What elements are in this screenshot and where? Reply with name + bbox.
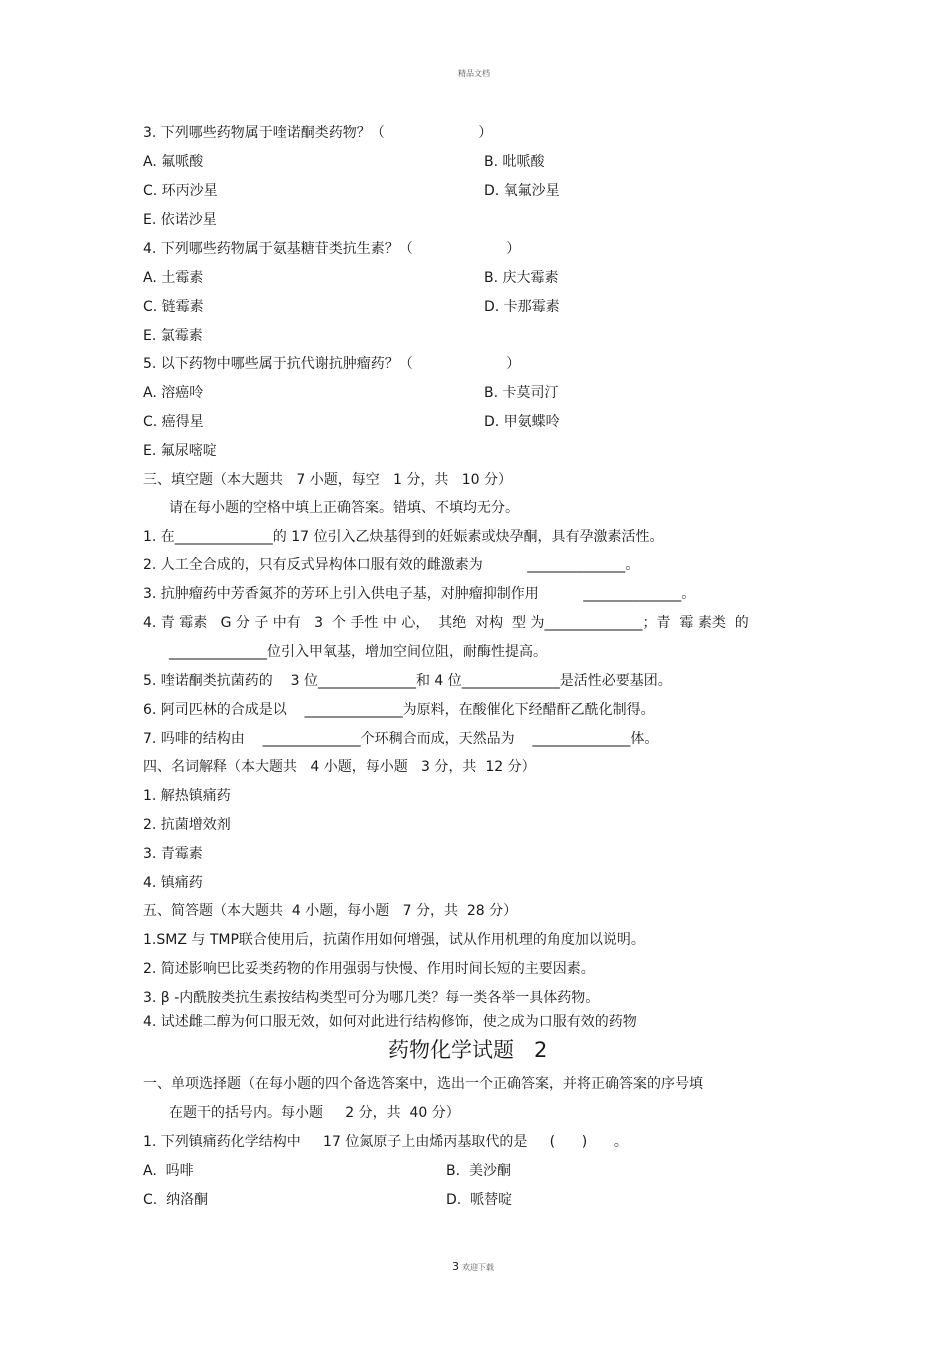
- question-3-option-b: B. 吡哌酸: [484, 154, 545, 170]
- exam-2-question-1-option-c: C. 纳洛酮: [143, 1192, 209, 1208]
- term-item: 2. 抗菌增效剂: [143, 817, 231, 833]
- question-4-option-a: A. 土霉素: [143, 270, 204, 286]
- fill-item: ______________位引入甲氧基，增加空间位阻，耐酶性提高。: [169, 644, 547, 660]
- question-5-option-a: A. 溶癌呤: [143, 385, 204, 401]
- short-item: 1.SMZ 与 TMP联合使用后，抗菌作用如何增强，试从作用机理的角度加以说明。: [143, 932, 645, 948]
- question-5-option-c: C. 癌得星: [143, 414, 204, 430]
- term-item: 1. 解热镇痛药: [143, 788, 231, 804]
- fill-item: 3. 抗肿瘤药中芳香氮芥的芳环上引入供电子基，对肿瘤抑制作用 ______________。: [143, 586, 696, 602]
- fill-item: 7. 吗啡的结构由 ______________个环稠合而成，天然品为 ______________体。: [143, 731, 659, 747]
- term-item: 4. 镇痛药: [143, 875, 203, 891]
- question-3-stem: 3. 下列哪些药物属于喹诺酮类药物？（ ）: [143, 125, 493, 141]
- question-4-option-d: D. 卡那霉素: [484, 299, 560, 315]
- exam-2-question-1-option-d: D. 哌替啶: [446, 1192, 513, 1208]
- exam-2-question-1-stem: 1. 下列镇痛药化学结构中 17 位氮原子上由烯丙基取代的是 ( ) 。: [143, 1134, 628, 1150]
- question-4-option-b: B. 庆大霉素: [484, 270, 559, 286]
- exam-2-section-heading: 一、单项选择题（在每小题的四个备选答案中，选出一个正确答案，并将正确答案的序号填: [143, 1076, 703, 1092]
- fill-item: 6. 阿司匹林的合成是以 ______________为原料，在酸催化下经醋酐乙酰化制得。: [143, 702, 655, 718]
- footer-note: 欢迎下载: [462, 1263, 494, 1272]
- exam-2-section-heading-cont: 在题干的括号内。每小题 2 分，共 40 分）: [169, 1105, 460, 1121]
- fill-section-instruction: 请在每小题的空格中填上正确答案。错填、不填均无分。: [169, 500, 519, 516]
- exam-2-question-1-option-a: A. 吗啡: [143, 1163, 194, 1179]
- fill-section-heading: 三、填空题（本大题共 7 小题，每空 1 分，共 10 分）: [143, 472, 513, 488]
- exam-2-question-1-option-b: B. 美沙酮: [446, 1163, 511, 1179]
- short-item: 4. 试述雌二醇为何口服无效，如何对此进行结构修饰，使之成为口服有效的药物: [143, 1014, 637, 1030]
- fill-item: 2. 人工全合成的，只有反式异构体口服有效的雌激素为 ______________。: [143, 557, 640, 573]
- short-item: 3. β -内酰胺类抗生素按结构类型可分为哪几类？每一类各举一具体药物。: [143, 990, 600, 1006]
- question-5-option-d: D. 甲氨蝶呤: [484, 414, 560, 430]
- question-4-option-e: E. 氯霉素: [143, 328, 203, 344]
- question-3-option-c: C. 环丙沙星: [143, 183, 218, 199]
- question-5-option-b: B. 卡莫司汀: [484, 385, 559, 401]
- page-header: 精品文档: [458, 69, 490, 78]
- question-4-stem: 4. 下列哪些药物属于氨基糖苷类抗生素？（ ）: [143, 241, 521, 257]
- question-3-option-a: A. 氟哌酸: [143, 154, 204, 170]
- terms-section-heading: 四、名词解释（本大题共 4 小题，每小题 3 分，共 12 分）: [143, 759, 536, 775]
- fill-item: 1. 在______________的 17 位引入乙炔基得到的妊娠素或炔孕酮，具有孕激素活性。: [143, 529, 664, 545]
- page-number: 3: [452, 1260, 459, 1273]
- question-3-option-d: D. 氧氟沙星: [484, 183, 560, 199]
- question-5-stem: 5. 以下药物中哪些属于抗代谢抗肿瘤药？（ ）: [143, 356, 521, 372]
- question-4-option-c: C. 链霉素: [143, 299, 204, 315]
- term-item: 3. 青霉素: [143, 846, 203, 862]
- fill-item: 5. 喹诺酮类抗菌药的 3 位______________和 4 位______________是活性必要基团。: [143, 673, 672, 689]
- short-item: 2. 简述影响巴比妥类药物的作用强弱与快慢、作用时间长短的主要因素。: [143, 961, 595, 977]
- fill-item: 4. 青 霉素 G 分 子 中有 3 个 手性 中 心， 其绝 对构 型 为______________；青 霉 素类 的: [143, 615, 749, 631]
- question-3-option-e: E. 依诺沙星: [143, 212, 217, 228]
- short-section-heading: 五、简答题（本大题共 4 小题，每小题 7 分，共 28 分）: [143, 903, 518, 919]
- question-5-option-e: E. 氟尿嘧啶: [143, 443, 217, 459]
- exam-2-title: 药物化学试题 2: [388, 1038, 548, 1062]
